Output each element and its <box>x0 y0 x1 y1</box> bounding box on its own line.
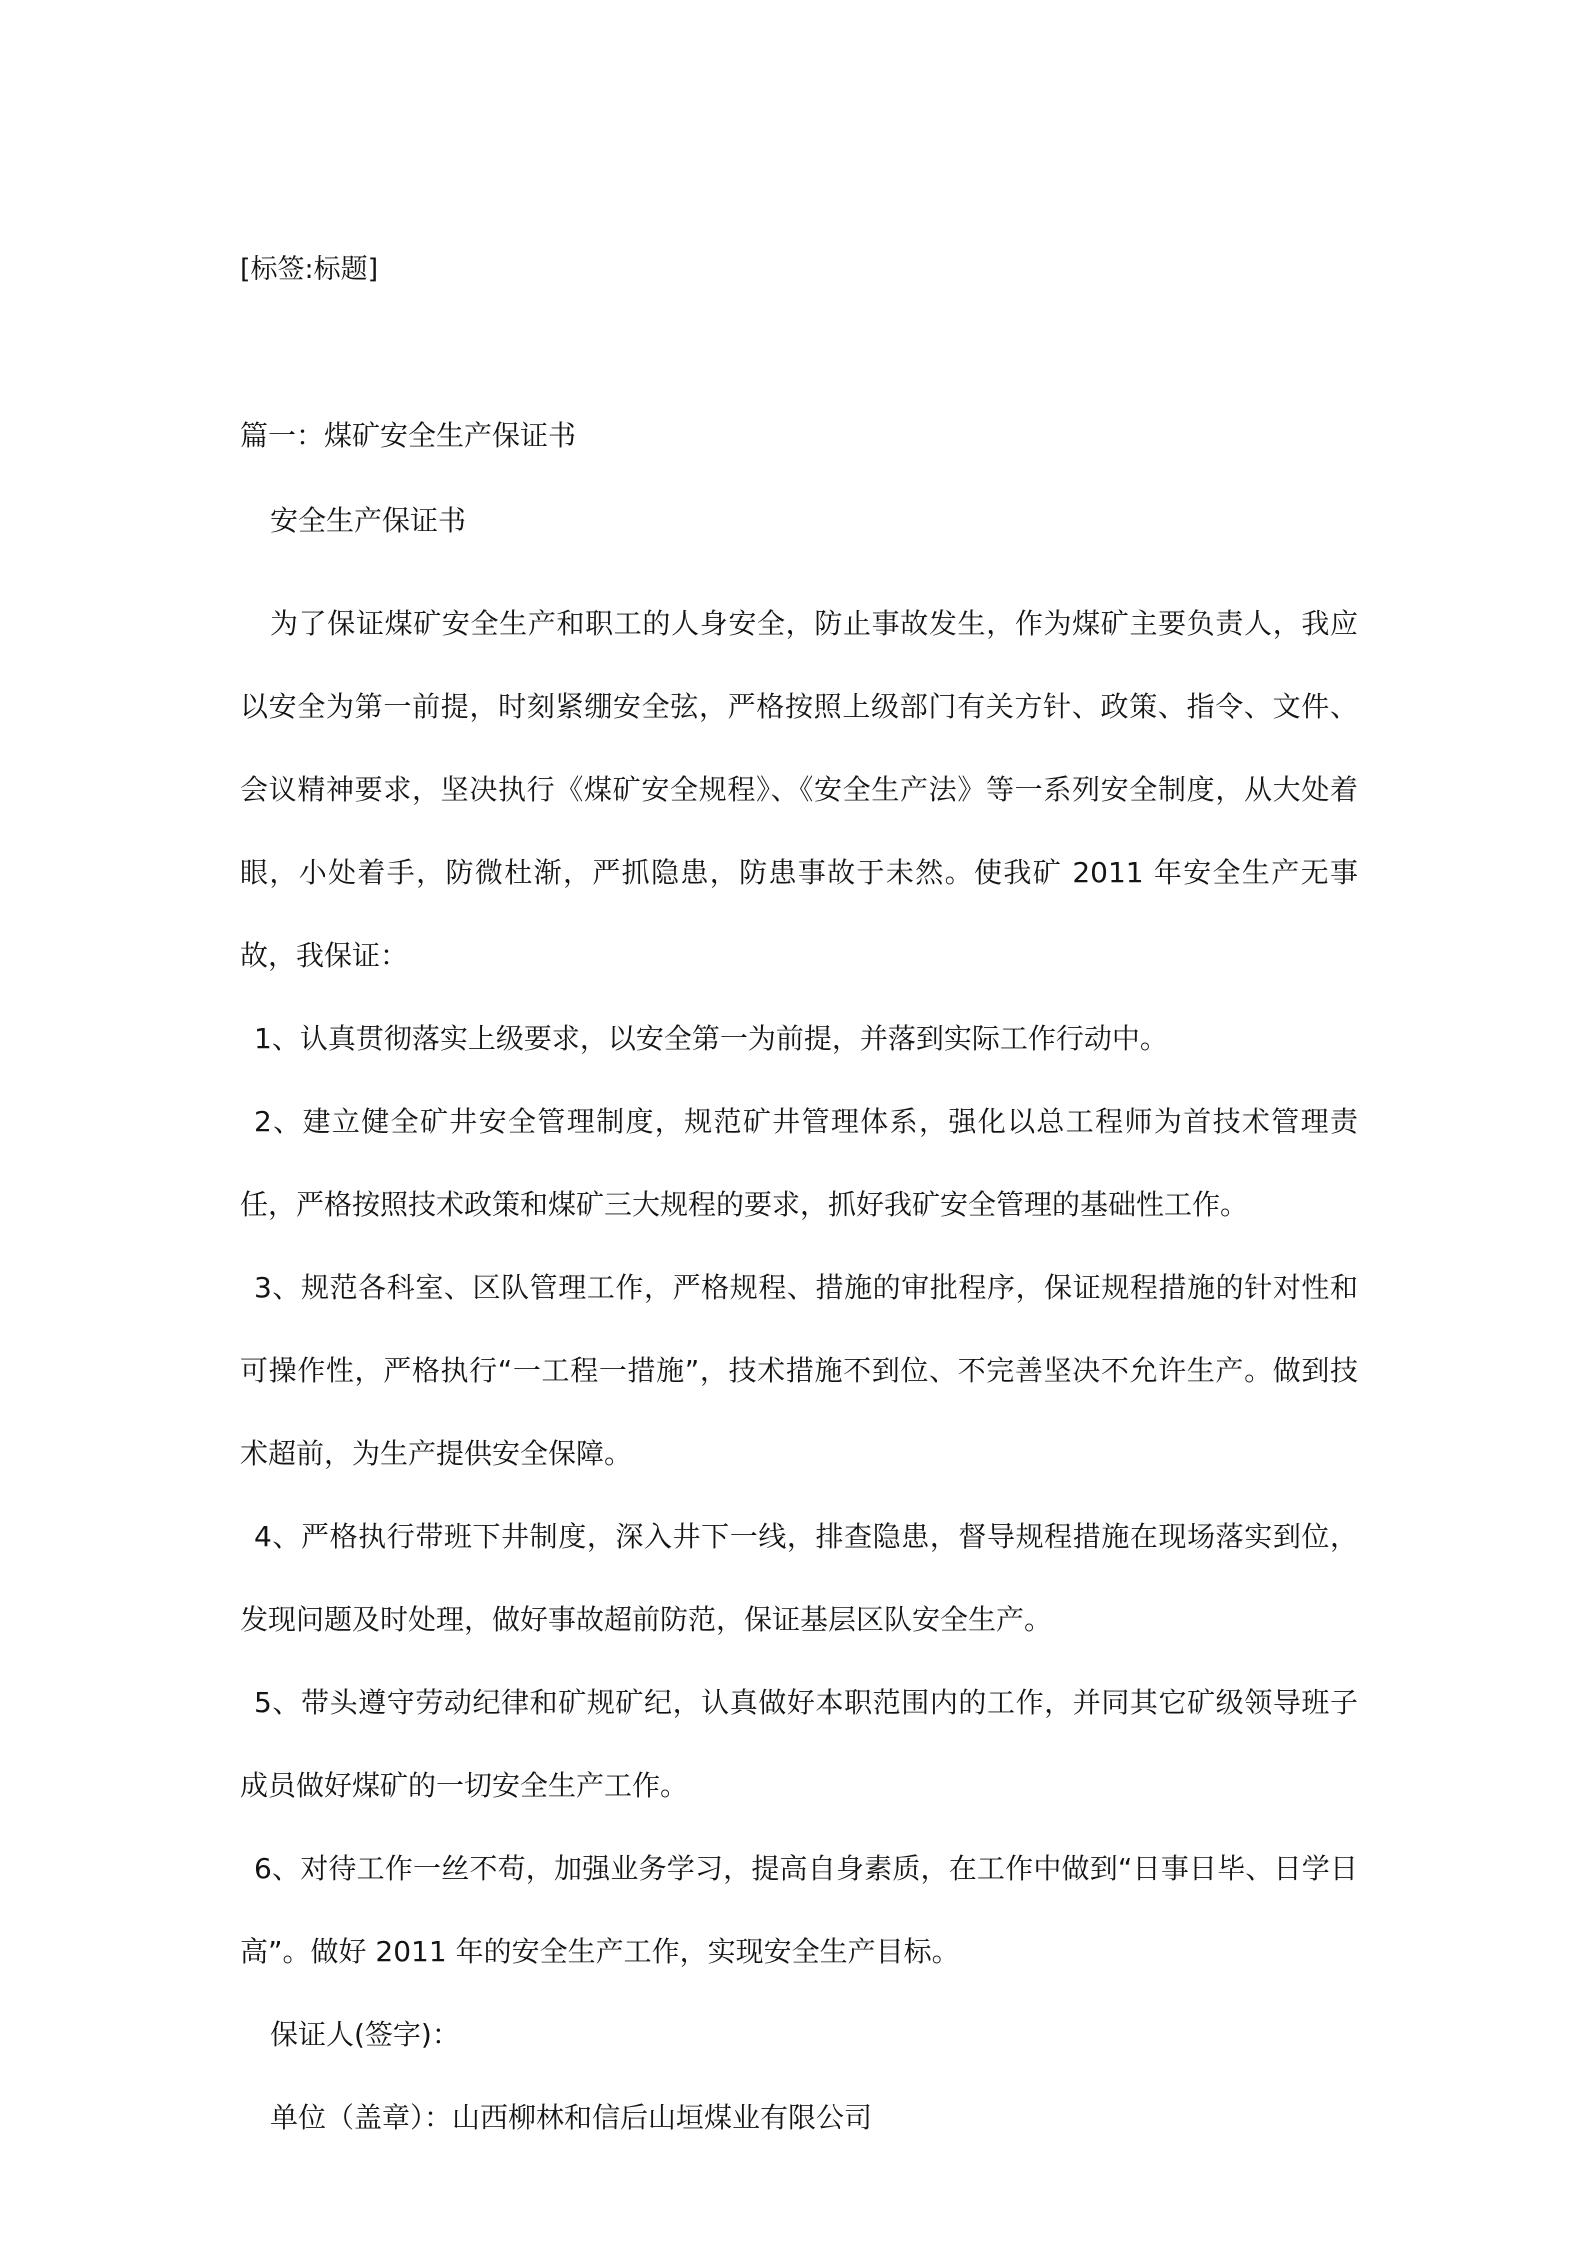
unit-seal-line: 单位（盖章）：山西柳林和信后山垣煤业有限公司 <box>270 2101 873 2134</box>
guarantor-signature-line: 保证人(签字)： <box>270 2018 460 2051</box>
pledge-item-3: 3、规范各科室、区队管理工作，严格规程、措施的审批程序，保证规程措施的针对性和可操作性，严格执行“一工程一措施”，技术措施不到位、不完善坚决不允许生产。做到技术超前，为生产提供安全保障。 <box>240 1271 1358 1470</box>
pledge-item-4: 4、严格执行带班下井制度，深入井下一线，排查隐患，督导规程措施在现场落实到位，发现问题及时处理，做好事故超前防范，保证基层区队安全生产。 <box>240 1520 1358 1636</box>
pledge-item-1: 1、认真贯彻落实上级要求，以安全第一为前提，并落到实际工作行动中。 <box>254 1022 1168 1055</box>
pledge-item-5: 5、带头遵守劳动纪律和矿规矿纪，认真做好本职范围内的工作，并同其它矿级领导班子成员做好煤矿的一切安全生产工作。 <box>240 1686 1358 1802</box>
document-title: 安全生产保证书 <box>270 504 467 537</box>
intro-paragraph: 为了保证煤矿安全生产和职工的人身安全，防止事故发生，作为煤矿主要负责人，我应以安全为第一前提，时刻紧绷安全弦，严格按照上级部门有关方针、政策、指令、文件、会议精神要求，坚决执行《煤矿安全规程》、《安全生产法》等一系列安全制度，从大处着眼，小处着手，防微杜渐，严抓隐患，防患事故于未然。使我矿 2011 年安全生产无事故，我保证： <box>240 607 1358 972</box>
pledge-item-6: 6、对待工作一丝不苟，加强业务学习，提高自身素质，在工作中做到“日事日毕、日学日高”。做好 2011 年的安全生产工作，实现安全生产目标。 <box>240 1852 1358 1968</box>
document-body <box>240 582 1358 2159</box>
pledge-item-2: 2、建立健全矿井安全管理制度，规范矿井管理体系，强化以总工程师为首技术管理责任，严格按照技术政策和煤矿三大规程的要求，抓好我矿安全管理的基础性工作。 <box>240 1105 1358 1221</box>
label-tag: [标签:标题] <box>240 254 379 285</box>
section-heading: 篇一：煤矿安全生产保证书 <box>240 419 577 452</box>
